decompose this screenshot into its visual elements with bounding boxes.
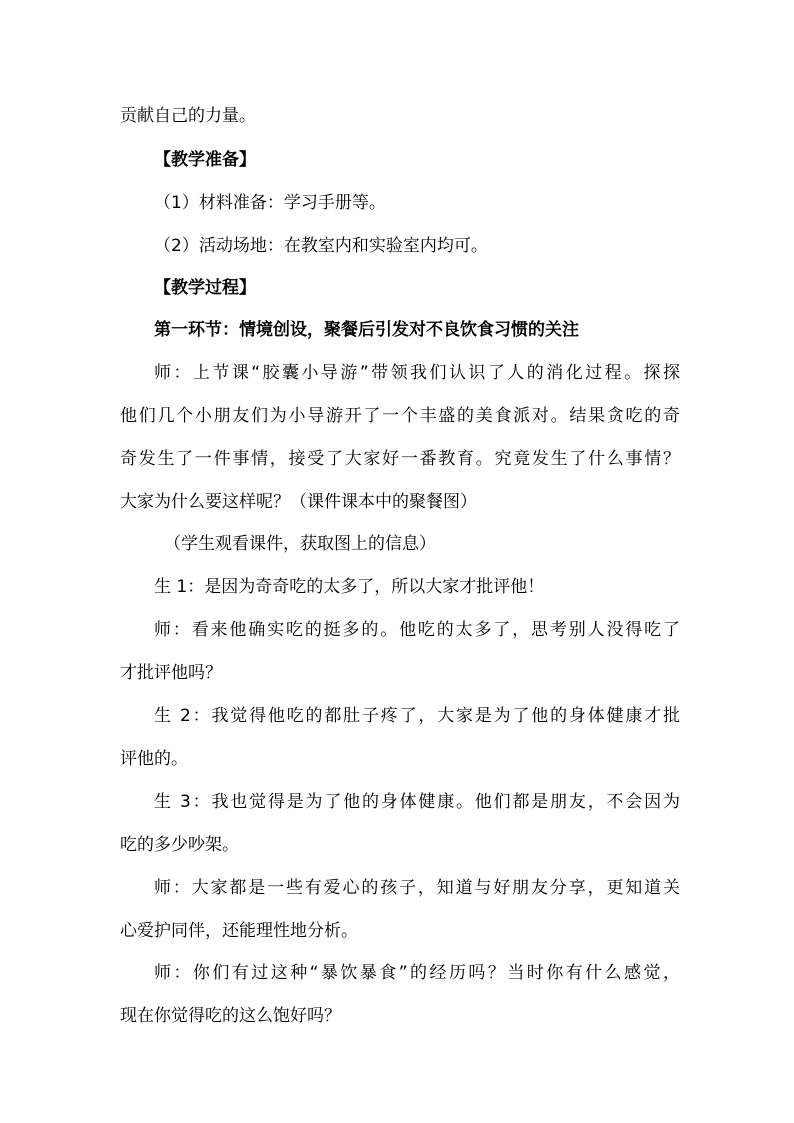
- paragraph-line: 师：你们有过这种“暴饮暴食”的经历吗？当时你有什么感觉，: [154, 963, 680, 983]
- paragraph-line: 大家为什么要这样呢？（课件课本中的聚餐图）: [120, 492, 477, 512]
- paragraph-line: 心爱护同伴，还能理性地分析。: [120, 921, 358, 941]
- paragraph-line: 师：看来他确实吃的挺多的。他吃的太多了，思考别人没得吃了: [154, 620, 680, 640]
- section-heading-preparation: 【教学准备】: [154, 150, 256, 170]
- paragraph-line: 奇发生了一件事情，接受了大家好一番教育。究竟发生了什么事情？: [120, 449, 680, 469]
- paragraph-line: 生 3：我也觉得是为了他的身体健康。他们都是朋友，不会因为: [154, 792, 680, 812]
- paragraph-line: 吃的多少吵架。: [120, 835, 239, 855]
- preparation-item-materials: （1）材料准备：学习手册等。: [154, 193, 386, 213]
- stage-heading-1: 第一环节：情境创设，聚餐后引发对不良饮食习惯的关注: [154, 320, 579, 340]
- paragraph-line: 生 1：是因为奇奇吃的太多了，所以大家才批评他！: [154, 577, 545, 597]
- paragraph-line: 贡献自己的力量。: [120, 106, 256, 126]
- paragraph-line: 评他的。: [120, 749, 188, 769]
- section-heading-process: 【教学过程】: [154, 278, 256, 298]
- preparation-item-venue: （2）活动场地：在教室内和实验室内均可。: [154, 236, 488, 256]
- paragraph-line: 生 2：我觉得他吃的都肚子疼了，大家是为了他的身体健康才批: [154, 706, 680, 726]
- paragraph-line: （学生观看课件，获取图上的信息）: [164, 534, 436, 554]
- paragraph-line: 现在你觉得吃的这么饱好吗？: [120, 1006, 341, 1026]
- paragraph-line: 才批评他吗？: [120, 663, 222, 683]
- paragraph-line: 他们几个小朋友们为小导游开了一个丰盛的美食派对。结果贪吃的奇: [120, 406, 680, 426]
- paragraph-line: 师：大家都是一些有爱心的孩子，知道与好朋友分享，更知道关: [154, 878, 680, 898]
- paragraph-line: 师：上节课“胶囊小导游”带领我们认识了人的消化过程。探探: [154, 363, 680, 383]
